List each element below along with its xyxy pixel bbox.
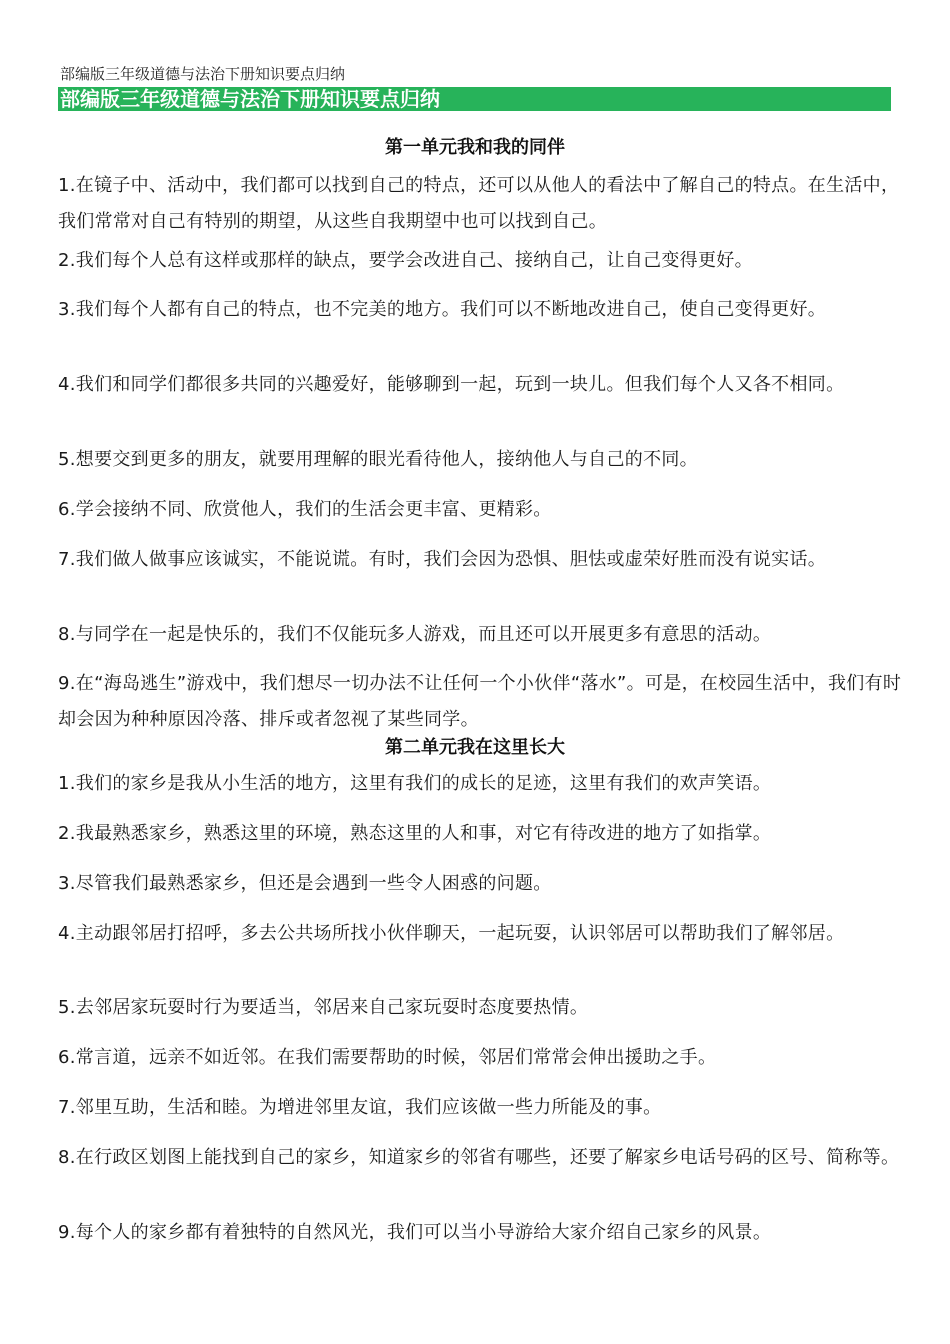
list-item: 5.去邻居家玩耍时行为要适当，邻居来自己家玩耍时态度要热情。 [58,997,589,1018]
list-item: 3.尽管我们最熟悉家乡，但还是会遇到一些令人困惑的问题。 [58,873,552,894]
list-item: 4.主动跟邻居打招呼，多去公共场所找小伙伴聊天，一起玩耍，认识邻居可以帮助我们了解邻居。 [58,923,845,944]
running-header: 部编版三年级道德与法治下册知识要点归纳 [60,65,346,83]
list-item: 1.我们的家乡是我从小生活的地方，这里有我们的成长的足迹，这里有我们的欢声笑语。 [58,773,772,794]
list-item: 2.我们每个人总有这样或那样的缺点，要学会改进自己、接纳自己，让自己变得更好。 [58,250,753,271]
title-banner: 部编版三年级道德与法治下册知识要点归纳 [58,87,891,111]
list-item: 4.我们和同学们都很多共同的兴趣爱好，能够聊到一起，玩到一块儿。但我们每个人又各不相同。 [58,374,845,395]
list-item: 6.学会接纳不同、欣赏他人，我们的生活会更丰富、更精彩。 [58,499,552,520]
list-item: 7.邻里互助，生活和睦。为增进邻里友谊，我们应该做一些力所能及的事。 [58,1097,662,1118]
list-item: 9.每个人的家乡都有着独特的自然风光，我们可以当小导游给大家介绍自己家乡的风景。 [58,1222,772,1243]
list-item: 8.与同学在一起是快乐的，我们不仅能玩多人游戏，而且还可以开展更多有意思的活动。 [58,624,772,645]
list-item: 9.在“海岛逃生”游戏中，我们想尽一切办法不让任何一个小伙伴“落水”。可是，在校园生活中，我们有时却会因为种种原因冷落、排斥或者忽视了某些同学。 [58,673,902,730]
unit-heading: 第一单元我和我的同伴 [385,137,565,158]
list-item: 2.我最熟悉家乡，熟悉这里的环境，熟态这里的人和事，对它有待改进的地方了如指掌。 [58,823,772,844]
list-item: 1.在镜子中、活动中，我们都可以找到自己的特点，还可以从他人的看法中了解自己的特点。在生活中，我们常常对自己有特别的期望，从这些自我期望中也可以找到自己。 [58,175,900,232]
list-item: 3.我们每个人都有自己的特点，也不完美的地方。我们可以不断地改进自己，使自己变得更好。 [58,299,827,320]
list-item: 5.想要交到更多的朋友，就要用理解的眼光看待他人，接纳他人与自己的不同。 [58,449,698,470]
list-item: 6.常言道，远亲不如近邻。在我们需要帮助的时候，邻居们常常会伸出援助之手。 [58,1047,717,1068]
list-item: 8.在行政区划图上能找到自己的家乡，知道家乡的邻省有哪些，还要了解家乡电话号码的区号、简称等。 [58,1147,900,1168]
unit-heading: 第二单元我在这里长大 [385,737,565,758]
list-item: 7.我们做人做事应该诚实，不能说谎。有时，我们会因为恐惧、胆怯或虚荣好胜而没有说实话。 [58,549,827,570]
